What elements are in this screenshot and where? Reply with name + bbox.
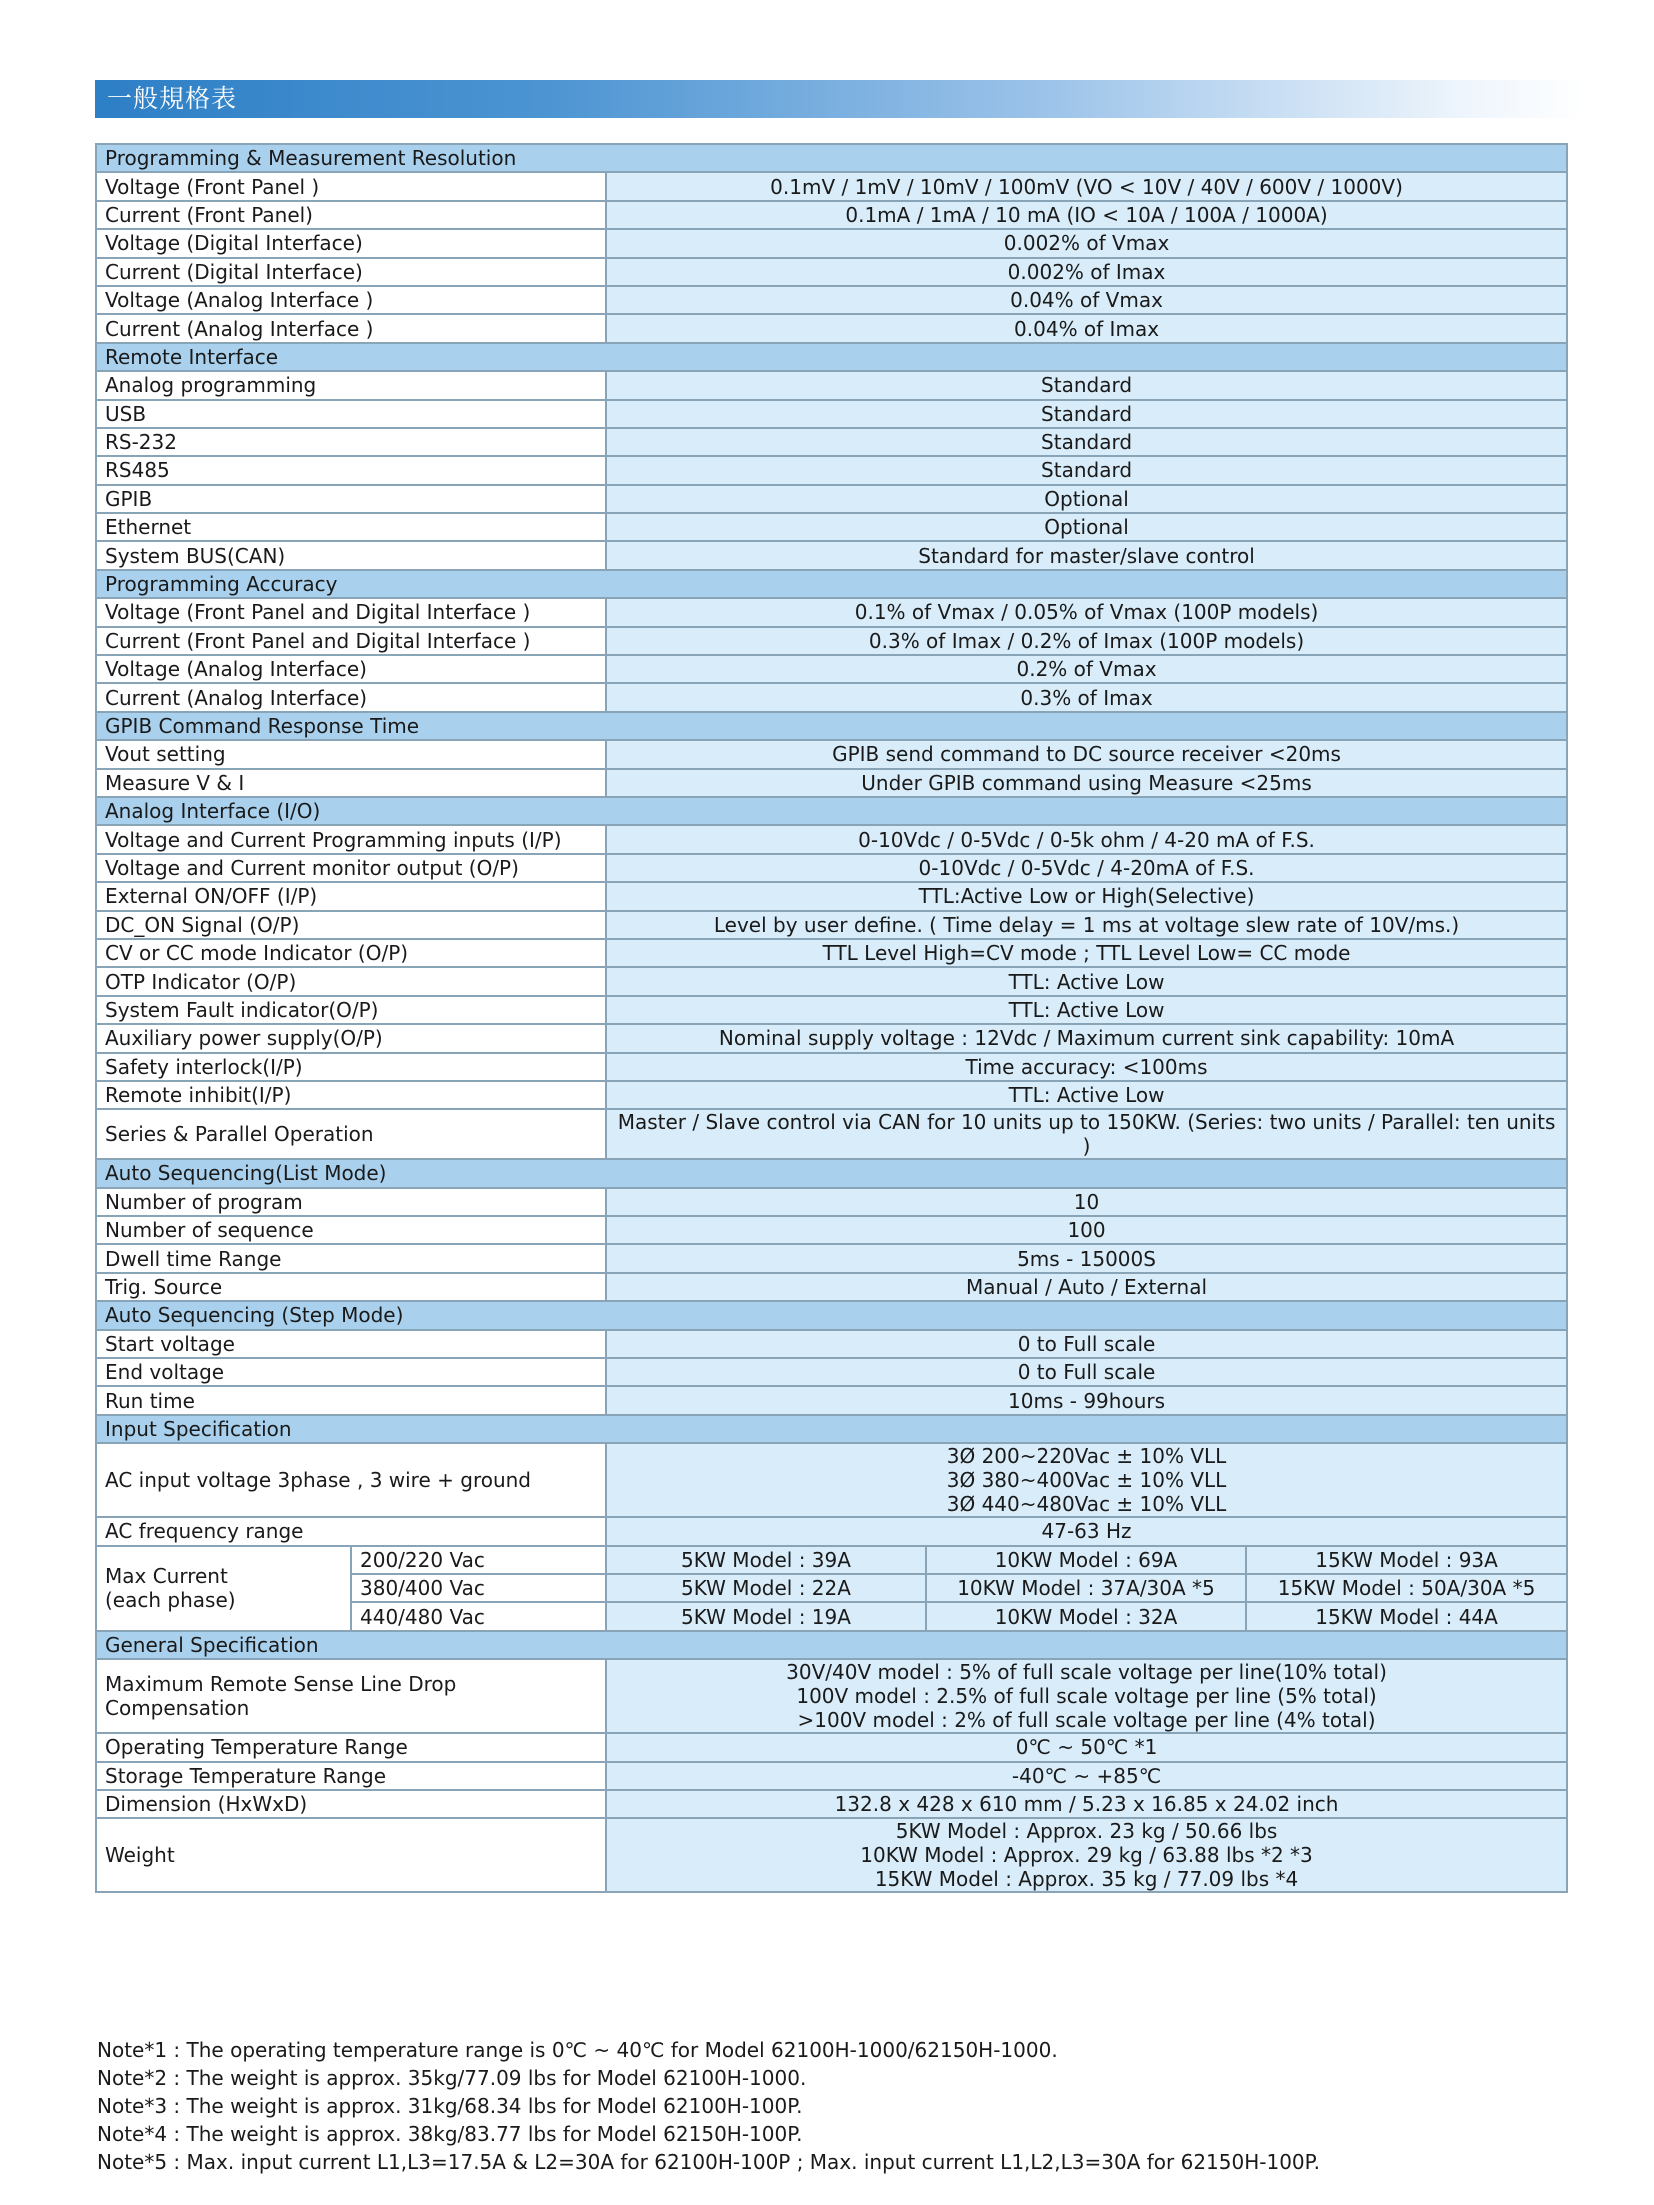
max-current-5kw: 5KW Model : 39A (606, 1546, 926, 1574)
table-row (96, 854, 1567, 882)
row-label: Auxiliary power supply(O/P) (96, 1024, 606, 1052)
row-label: Trig. Source (96, 1273, 606, 1301)
row-label: Dwell time Range (96, 1244, 606, 1272)
table-row (96, 1188, 1567, 1216)
table-row (96, 1517, 1567, 1545)
value-line: 5KW Model : Approx. 23 kg / 50.66 lbs (895, 1819, 1278, 1844)
row-label: AC input voltage 3phase , 3 wire + ground (96, 1443, 606, 1517)
max-current-10kw: 10KW Model : 32A (926, 1602, 1246, 1630)
row-value: TTL: Active Low (606, 967, 1567, 995)
max-current-15kw: 15KW Model : 44A (1246, 1602, 1567, 1630)
row-label: Measure V & I (96, 769, 606, 797)
row-label: System BUS(CAN) (96, 541, 606, 569)
page-banner (95, 80, 1585, 118)
row-label: Run time (96, 1386, 606, 1414)
section-title: General Specification (96, 1631, 1567, 1659)
row-value: TTL Level High=CV mode ; TTL Level Low= CC mode (606, 939, 1567, 967)
row-value (606, 1818, 1567, 1892)
footnote: Note*4 : The weight is approx. 38kg/83.77 lbs for Model 62150H-100P. (97, 2122, 803, 2146)
row-value: 0.04% of Vmax (606, 286, 1567, 314)
row-label: Voltage (Analog Interface) (96, 655, 606, 683)
row-label: Remote inhibit(I/P) (96, 1081, 606, 1109)
table-row (96, 996, 1567, 1024)
row-value (606, 1659, 1567, 1733)
page-title: 一般規格表 (107, 84, 238, 113)
row-value: Nominal supply voltage : 12Vdc / Maximum current sink capability: 10mA (606, 1024, 1567, 1052)
table-row (96, 1386, 1567, 1414)
row-label: Start voltage (96, 1330, 606, 1358)
table-row (96, 740, 1567, 768)
max-current-15kw: 15KW Model : 50A/30A *5 (1246, 1574, 1567, 1602)
row-value: TTL:Active Low or High(Selective) (606, 882, 1567, 910)
table-row (96, 825, 1567, 853)
row-label: Current (Analog Interface ) (96, 314, 606, 342)
row-value: 10ms - 99hours (606, 1386, 1567, 1414)
table-row (96, 1244, 1567, 1272)
row-value: Optional (606, 485, 1567, 513)
section-header-row (96, 343, 1567, 371)
table-row (96, 229, 1567, 257)
max-current-voltage: 380/400 Vac (351, 1574, 606, 1602)
table-row (96, 172, 1567, 200)
row-value: Standard for master/slave control (606, 541, 1567, 569)
row-label: CV or CC mode Indicator (O/P) (96, 939, 606, 967)
row-value: 132.8 x 428 x 610 mm / 5.23 x 16.85 x 24.02 inch (606, 1790, 1567, 1818)
table-row (96, 1109, 1567, 1159)
row-label: Number of sequence (96, 1216, 606, 1244)
row-label: Current (Analog Interface) (96, 683, 606, 711)
table-row (96, 1053, 1567, 1081)
table-row (96, 683, 1567, 711)
row-value: 0.3% of Imax / 0.2% of Imax (100P models) (606, 627, 1567, 655)
section-header-row (96, 570, 1567, 598)
max-current-10kw: 10KW Model : 37A/30A *5 (926, 1574, 1246, 1602)
row-value: 0.2% of Vmax (606, 655, 1567, 683)
value-line: 3Ø 200~220Vac ± 10% VLL (946, 1444, 1227, 1469)
footnote: Note*2 : The weight is approx. 35kg/77.09 lbs for Model 62100H-1000. (97, 2066, 807, 2090)
table-row (96, 1790, 1567, 1818)
table-row (96, 258, 1567, 286)
row-label: Maximum Remote Sense Line Drop Compensation (96, 1659, 606, 1733)
row-value: TTL: Active Low (606, 1081, 1567, 1109)
row-value: 0℃ ~ 50℃ *1 (606, 1733, 1567, 1761)
table-row (96, 1081, 1567, 1109)
max-current-voltage: 440/480 Vac (351, 1602, 606, 1630)
section-header-row (96, 1631, 1567, 1659)
row-label: Current (Front Panel and Digital Interface ) (96, 627, 606, 655)
row-value: Master / Slave control via CAN for 10 units up to 150KW. (Series: two units / Parallel: ten units ) (606, 1109, 1567, 1159)
row-value: 0.002% of Vmax (606, 229, 1567, 257)
value-line: 30V/40V model : 5% of full scale voltage per line(10% total) (786, 1660, 1387, 1685)
table-row (96, 1443, 1567, 1517)
row-value: Standard (606, 400, 1567, 428)
row-label: Current (Digital Interface) (96, 258, 606, 286)
section-title: Auto Sequencing (Step Mode) (96, 1301, 1567, 1329)
table-row (96, 400, 1567, 428)
table-row (96, 598, 1567, 626)
row-value: TTL: Active Low (606, 996, 1567, 1024)
max-current-label-line: Max Current (105, 1564, 228, 1589)
row-label: Storage Temperature Range (96, 1762, 606, 1790)
section-title: Input Specification (96, 1415, 1567, 1443)
table-row (96, 1659, 1567, 1733)
row-label: Current (Front Panel) (96, 201, 606, 229)
row-label: Voltage and Current monitor output (O/P) (96, 854, 606, 882)
row-value: 100 (606, 1216, 1567, 1244)
max-current-15kw: 15KW Model : 93A (1246, 1546, 1567, 1574)
table-row (96, 882, 1567, 910)
row-label: Analog programming (96, 371, 606, 399)
table-row (96, 1733, 1567, 1761)
row-label: Number of program (96, 1188, 606, 1216)
row-value: 0.3% of Imax (606, 683, 1567, 711)
value-line: 3Ø 380~400Vac ± 10% VLL (946, 1468, 1227, 1493)
max-current-5kw: 5KW Model : 19A (606, 1602, 926, 1630)
section-header-row (96, 712, 1567, 740)
table-row (96, 939, 1567, 967)
row-label: External ON/OFF (I/P) (96, 882, 606, 910)
value-line: 3Ø 440~480Vac ± 10% VLL (946, 1492, 1227, 1517)
table-row (96, 1546, 1567, 1574)
row-label: Voltage (Front Panel and Digital Interface ) (96, 598, 606, 626)
section-header-row (96, 144, 1567, 172)
section-header-row (96, 797, 1567, 825)
row-label: System Fault indicator(O/P) (96, 996, 606, 1024)
row-value: 0-10Vdc / 0-5Vdc / 0-5k ohm / 4-20 mA of F.S. (606, 825, 1567, 853)
row-value: 0.1mA / 1mA / 10 mA (IO < 10A / 100A / 1000A) (606, 201, 1567, 229)
row-label: Weight (96, 1818, 606, 1892)
row-label: Voltage (Analog Interface ) (96, 286, 606, 314)
row-value: 0.04% of Imax (606, 314, 1567, 342)
table-row (96, 428, 1567, 456)
section-header-row (96, 1159, 1567, 1187)
table-row (96, 513, 1567, 541)
row-value: Time accuracy: <100ms (606, 1053, 1567, 1081)
table-row (96, 911, 1567, 939)
value-line: >100V model : 2% of full scale voltage per line (4% total) (797, 1708, 1376, 1733)
footnote: Note*3 : The weight is approx. 31kg/68.34 lbs for Model 62100H-100P. (97, 2094, 803, 2118)
row-value: Level by user define. ( Time delay = 1 ms at voltage slew rate of 10V/ms.) (606, 911, 1567, 939)
table-row (96, 371, 1567, 399)
section-title: GPIB Command Response Time (96, 712, 1567, 740)
section-header-row (96, 1301, 1567, 1329)
row-value: 0-10Vdc / 0-5Vdc / 4-20mA of F.S. (606, 854, 1567, 882)
row-label: Operating Temperature Range (96, 1733, 606, 1761)
table-row (96, 1818, 1567, 1892)
row-label: USB (96, 400, 606, 428)
max-current-10kw: 10KW Model : 69A (926, 1546, 1246, 1574)
row-value (606, 1443, 1567, 1517)
row-label: Safety interlock(I/P) (96, 1053, 606, 1081)
row-value: 0 to Full scale (606, 1330, 1567, 1358)
max-current-voltage: 200/220 Vac (351, 1546, 606, 1574)
section-title: Programming Accuracy (96, 570, 1567, 598)
section-title: Programming & Measurement Resolution (96, 144, 1567, 172)
table-row (96, 456, 1567, 484)
section-title: Analog Interface (I/O) (96, 797, 1567, 825)
spec-table (95, 143, 1568, 1893)
row-label: AC frequency range (96, 1517, 606, 1545)
table-row (96, 485, 1567, 513)
table-row (96, 541, 1567, 569)
value-line: 100V model : 2.5% of full scale voltage per line (5% total) (796, 1684, 1377, 1709)
table-row (96, 769, 1567, 797)
row-label: End voltage (96, 1358, 606, 1386)
section-title: Remote Interface (96, 343, 1567, 371)
row-label: OTP Indicator (O/P) (96, 967, 606, 995)
row-value: Standard (606, 371, 1567, 399)
table-row (96, 201, 1567, 229)
row-label: Vout setting (96, 740, 606, 768)
row-value: 5ms - 15000S (606, 1244, 1567, 1272)
table-row (96, 1330, 1567, 1358)
row-value: 0 to Full scale (606, 1358, 1567, 1386)
table-row (96, 967, 1567, 995)
footnote: Note*5 : Max. input current L1,L3=17.5A & L2=30A for 62100H-100P ; Max. input current L1,L2,L3=30A for 62150H-100P. (97, 2150, 1320, 2174)
row-value: Optional (606, 513, 1567, 541)
max-current-label (96, 1546, 351, 1631)
row-label: RS-232 (96, 428, 606, 456)
row-value: GPIB send command to DC source receiver <20ms (606, 740, 1567, 768)
value-line: 15KW Model : Approx. 35 kg / 77.09 lbs *4 (874, 1867, 1299, 1892)
row-value: Standard (606, 456, 1567, 484)
row-value: 0.002% of Imax (606, 258, 1567, 286)
row-label: Dimension (HxWxD) (96, 1790, 606, 1818)
row-label: DC_ON Signal (O/P) (96, 911, 606, 939)
row-value: 0.1% of Vmax / 0.05% of Vmax (100P models) (606, 598, 1567, 626)
row-label: Voltage and Current Programming inputs (I/P) (96, 825, 606, 853)
table-row (96, 1762, 1567, 1790)
table-row (96, 286, 1567, 314)
row-label: Voltage (Front Panel ) (96, 172, 606, 200)
row-value: 0.1mV / 1mV / 10mV / 100mV (VO < 10V / 40V / 600V / 1000V) (606, 172, 1567, 200)
row-value: -40℃ ~ +85℃ (606, 1762, 1567, 1790)
row-label: Series & Parallel Operation (96, 1109, 606, 1159)
table-row (96, 627, 1567, 655)
max-current-5kw: 5KW Model : 22A (606, 1574, 926, 1602)
table-row (96, 655, 1567, 683)
row-value: 10 (606, 1188, 1567, 1216)
row-value: Under GPIB command using Measure <25ms (606, 769, 1567, 797)
table-row (96, 1216, 1567, 1244)
section-title: Auto Sequencing(List Mode) (96, 1159, 1567, 1187)
row-label: Ethernet (96, 513, 606, 541)
max-current-label-line: (each phase) (105, 1588, 236, 1613)
row-value: 47-63 Hz (606, 1517, 1567, 1545)
table-row (96, 1024, 1567, 1052)
row-label: RS485 (96, 456, 606, 484)
footnote: Note*1 : The operating temperature range is 0℃ ~ 40℃ for Model 62100H-1000/62150H-1000. (97, 2038, 1058, 2062)
value-line: 10KW Model : Approx. 29 kg / 63.88 lbs *2 *3 (860, 1843, 1313, 1868)
footnotes (97, 2036, 1320, 2176)
row-label: Voltage (Digital Interface) (96, 229, 606, 257)
table-row (96, 314, 1567, 342)
row-label: GPIB (96, 485, 606, 513)
row-value: Standard (606, 428, 1567, 456)
section-header-row (96, 1415, 1567, 1443)
table-row (96, 1358, 1567, 1386)
table-row (96, 1273, 1567, 1301)
row-value: Manual / Auto / External (606, 1273, 1567, 1301)
